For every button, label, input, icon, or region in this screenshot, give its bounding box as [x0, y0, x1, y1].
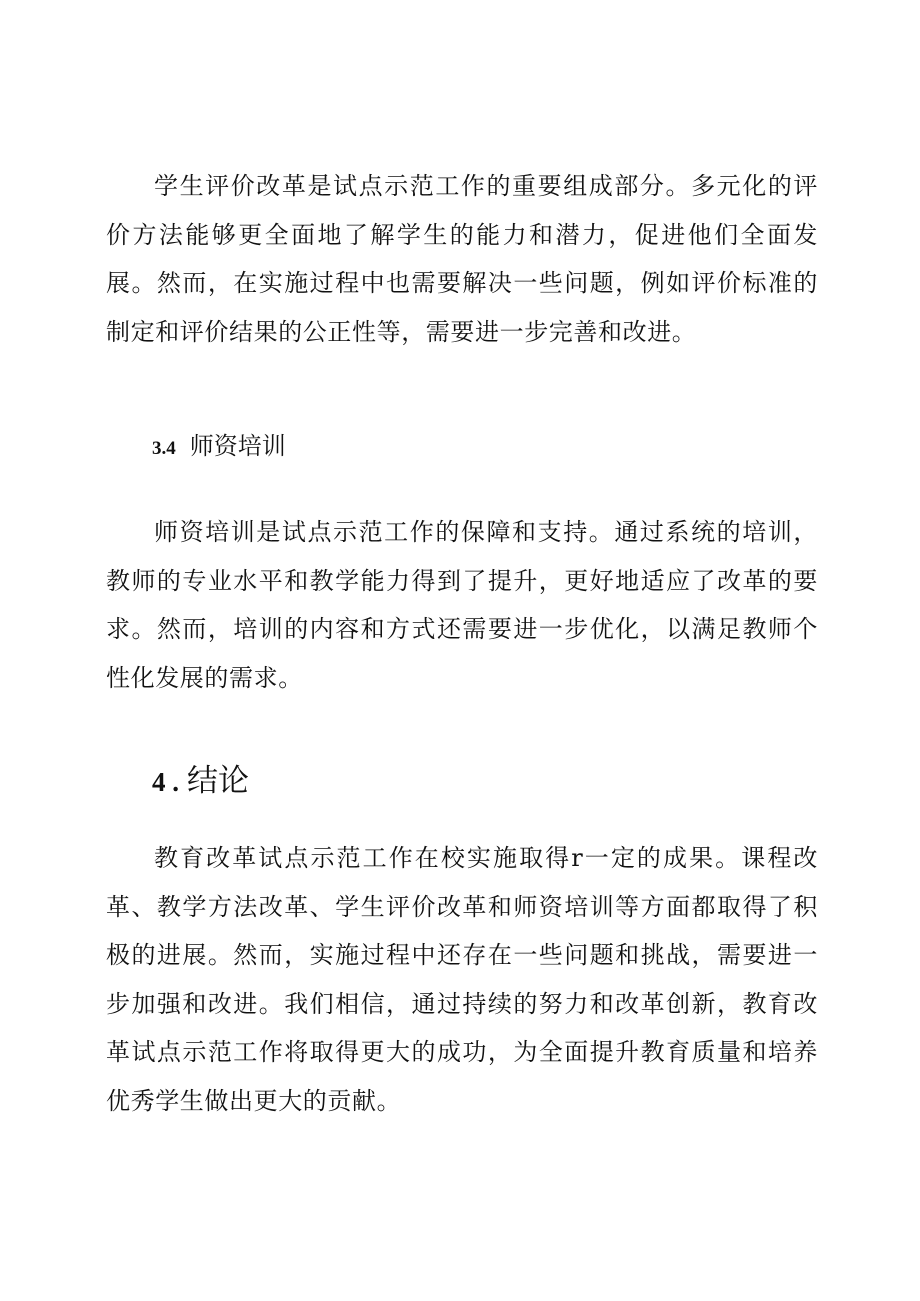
paragraph-student-evaluation: 学生评价改革是试点示范工作的重要组成部分。多元化的评价方法能够更全面地了解学生的能力和潜力，促进他们全面发展。然而，在实施过程中也需要解决一些问题，例如评价标准的制定和评价结果的公正性等，需要进一步完善和改进。	[106, 172, 818, 346]
section-number: 3.4	[152, 438, 176, 459]
section-heading-4	[152, 756, 249, 807]
section-title: 结论	[187, 763, 249, 799]
paragraph-teacher-training: 师资培训是试点示范工作的保障和支持。通过系统的培训，教师的专业水平和教学能力得到了提升，更好地适应了改革的要求。然而，培训的内容和方式还需要进一步优化，以满足教师个性化发展的需求。	[106, 518, 818, 692]
section-title: 师资培训	[189, 432, 286, 460]
paragraph-conclusion: 教育改革试点示范工作在校实施取得r一定的成果。课程改革、教学方法改革、学生评价改革和师资培训等方面都取得了积极的进展。然而，实施过程中还存在一些问题和挑战，需要进一步加强和改进。我们相信，通过持续的努力和改革创新，教育改革试点示范工作将取得更大的成功，为全面提升教育质量和培养优秀学生做出更大的贡献。	[106, 844, 818, 1115]
section-heading-3-4	[152, 426, 286, 469]
section-number: 4 .	[152, 767, 179, 797]
